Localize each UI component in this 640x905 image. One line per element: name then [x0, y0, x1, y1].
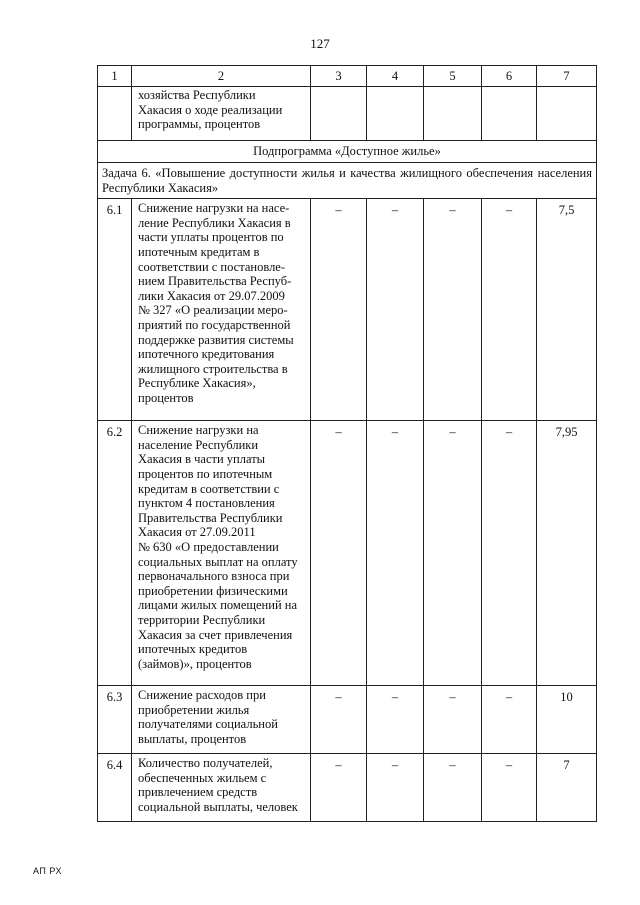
value-cell: – — [367, 199, 424, 421]
value-cell: – — [311, 686, 367, 754]
target-value: 7,95 — [537, 421, 597, 686]
row-number: 6.4 — [98, 754, 132, 822]
row-number: 6.1 — [98, 199, 132, 421]
table-row — [98, 754, 597, 822]
target-value: 10 — [537, 686, 597, 754]
subprogram-row — [98, 141, 597, 163]
indicator-text: Снижение расходов при приобретении жилья получателями социальной выплаты, процентов — [132, 686, 311, 754]
value-cell: – — [482, 421, 537, 686]
value-cell: – — [424, 421, 482, 686]
table-row — [98, 686, 597, 754]
header-cell: 7 — [537, 66, 597, 87]
header-row — [98, 66, 597, 87]
indicator-text: Количество получателей, обеспеченных жильем с привлечением средств социальной выплаты, человек — [132, 754, 311, 822]
header-cell: 5 — [424, 66, 482, 87]
indicators-table — [97, 65, 597, 822]
value-cell: – — [311, 754, 367, 822]
value-cell: – — [482, 686, 537, 754]
target-value: 7,5 — [537, 199, 597, 421]
table-row — [98, 199, 597, 421]
row-number: 6.3 — [98, 686, 132, 754]
value-cell: – — [367, 754, 424, 822]
header-cell: 2 — [132, 66, 311, 87]
value-cell: – — [367, 421, 424, 686]
header-cell: 1 — [98, 66, 132, 87]
indicator-text: Снижение нагрузки на население Республики Хакасия в части уплаты процентов по ипотечным кредитам в соответствии с пунктом 4 постановления Правительства Республики Хакасия от 27.09.2011 № 630 «О предоставлении социальных выплат на оплату первоначального взноса при приобретении физическими лицами жилых помещений на территории Республики Хакасия за счет привлечения ипотечных кредитов (займов)», процентов — [132, 421, 311, 686]
value-cell: – — [424, 686, 482, 754]
page-number: 127 — [310, 36, 330, 51]
task-title: Задача 6. «Повышение доступности жилья и качества жилищного обеспечения населения Республики Хакасия» — [98, 163, 597, 199]
header-cell: 6 — [482, 66, 537, 87]
header-cell: 3 — [311, 66, 367, 87]
value-cell: – — [311, 421, 367, 686]
value-cell: – — [311, 199, 367, 421]
value-cell: – — [424, 199, 482, 421]
indicator-text: Снижение нагрузки на насе- ление Республики Хакасия в части уплаты процентов по ипотечным кредитам в соответствии с постановле- нием Правительства Респуб- лики Хакасия от 29.07.2009 № 327 «О реализации меро- приятий по государственной поддержке развития системы ипотечного кредитования жилищного строительства в Республике Хакасия», процентов — [132, 199, 311, 421]
value-cell: – — [482, 754, 537, 822]
continuation-text: хозяйства Республики Хакасия о ходе реализации программы, процентов — [132, 87, 311, 141]
continuation-row — [98, 87, 597, 141]
row-number: 6.2 — [98, 421, 132, 686]
table-row — [98, 421, 597, 686]
footer-mark: АП РХ — [33, 866, 62, 876]
target-value: 7 — [537, 754, 597, 822]
subprogram-title: Подпрограмма «Доступное жилье» — [98, 141, 597, 163]
task-row — [98, 163, 597, 199]
value-cell: – — [424, 754, 482, 822]
value-cell: – — [367, 686, 424, 754]
value-cell: – — [482, 199, 537, 421]
header-cell: 4 — [367, 66, 424, 87]
